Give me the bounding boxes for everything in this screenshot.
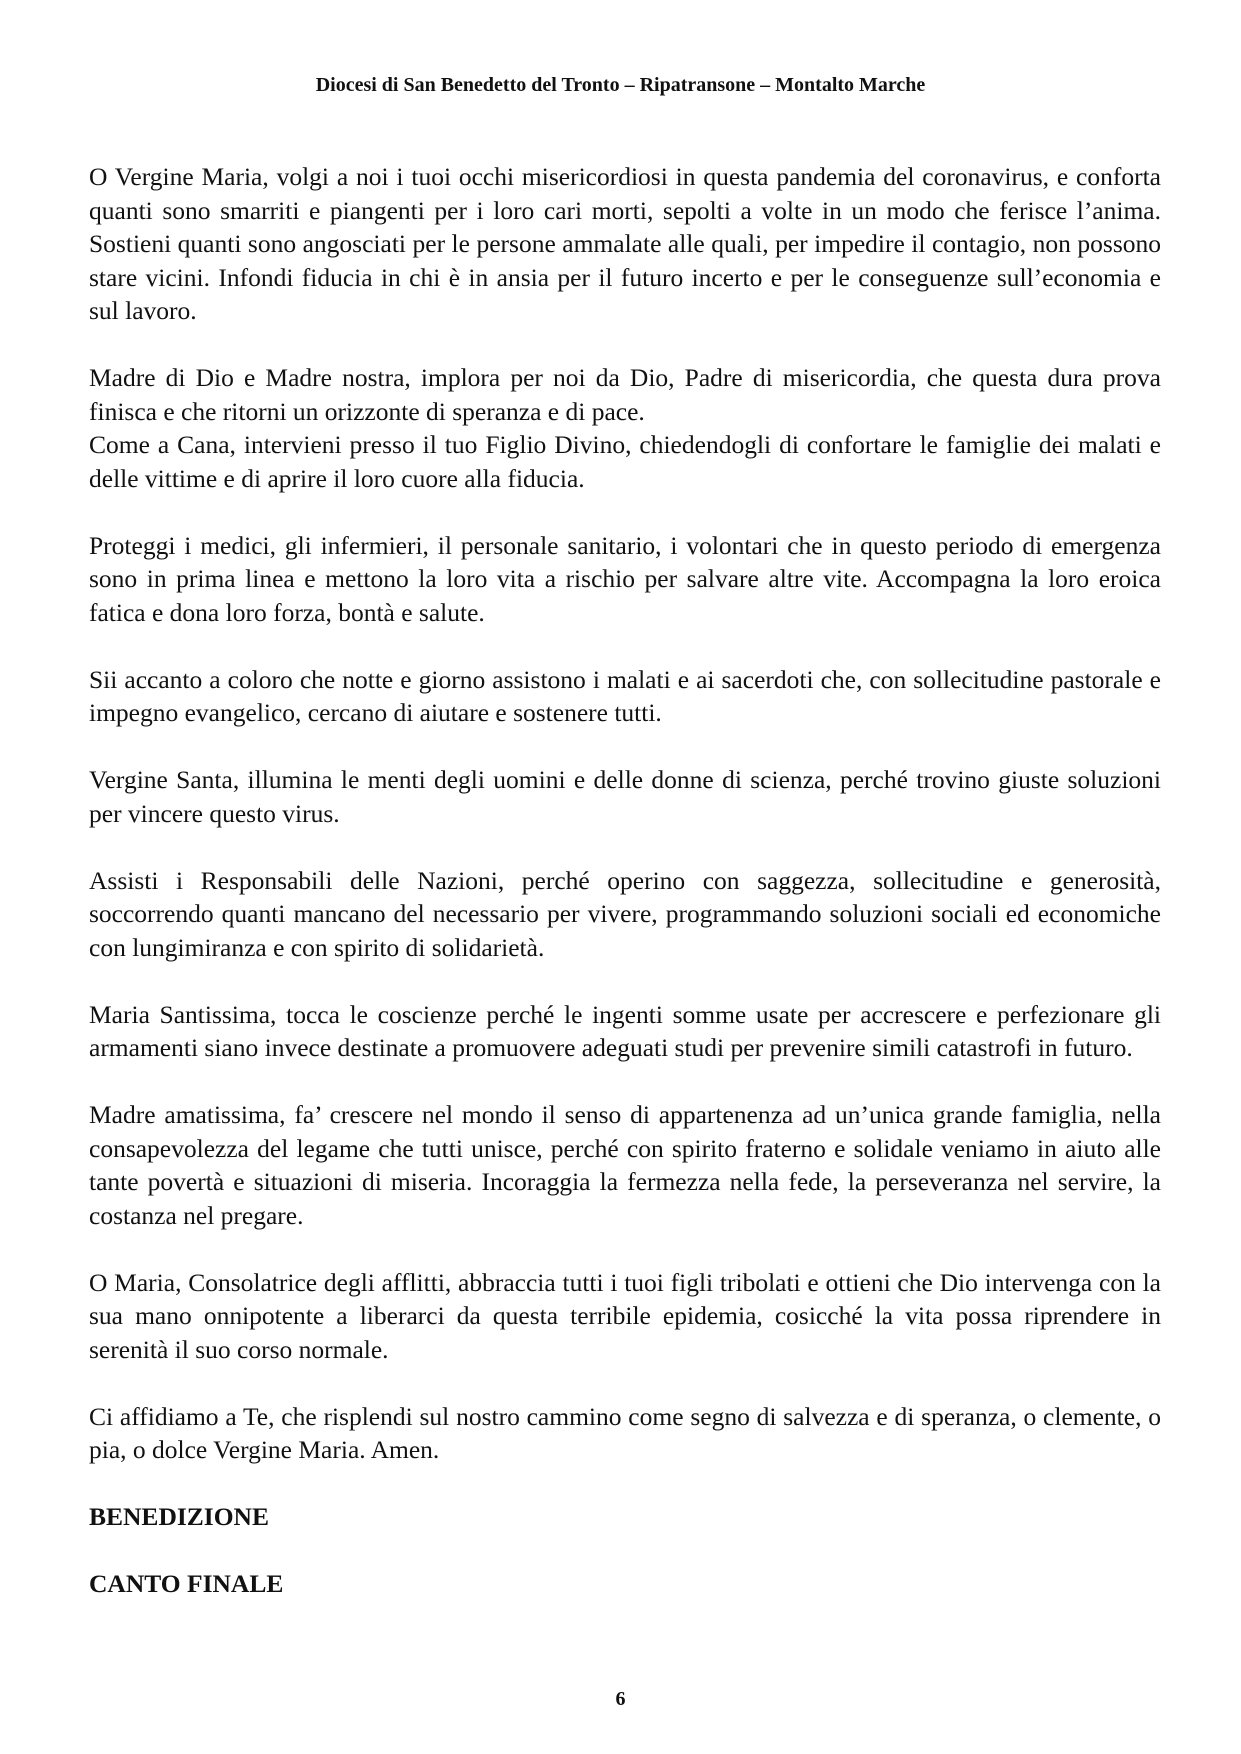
paragraph-4: Proteggi i medici, gli infermieri, il personale sanitario, i volontari che in questo periodo di emergenza sono in prima linea e mettono la loro vita a rischio per salvare altre vite. Accompagna la loro eroica fatica e dona loro forza, bontà e salute. bbox=[89, 530, 1161, 627]
paragraph-10: O Maria, Consolatrice degli afflitti, abbraccia tutti i tuoi figli tribolati e ottieni che Dio intervenga con la sua mano onnipotente a liberarci da questa terribile epidemia, cosicché la vita possa riprendere in serenità il suo corso normale. bbox=[89, 1267, 1161, 1364]
paragraph-5: Sii accanto a coloro che notte e giorno assistono i malati e ai sacerdoti che, con sollecitudine pastorale e impegno evangelico, cercano di aiutare e sostenere tutti. bbox=[89, 664, 1161, 727]
paragraph-6: Vergine Santa, illumina le menti degli uomini e delle donne di scienza, perché trovino giuste soluzioni per vincere questo virus. bbox=[89, 765, 1161, 828]
paragraph-1: O Vergine Maria, volgi a noi i tuoi occhi misericordiosi in questa pandemia del coronavirus, e conforta quanti sono smarriti e piangenti per i loro cari morti, sepolti a volte in un modo che ferisce l’anima. Sostieni quanti sono angosciati per le persone ammalate alle quali, per impedire il contagio, non possono stare vicini. Infondi fiducia in chi è in ansia per il futuro incerto e per le conseguenze sull’economia e sul lavoro. bbox=[89, 162, 1161, 325]
paragraph-11: Ci affidiamo a Te, che risplendi sul nostro cammino come segno di salvezza e di speranza, o clemente, o pia, o dolce Vergine Maria. Amen. bbox=[89, 1401, 1161, 1464]
paragraph-3: Come a Cana, intervieni presso il tuo Figlio Divino, chiedendogli di confortare le famiglie dei malati e delle vittime e di aprire il loro cuore alla fiducia. bbox=[89, 430, 1161, 493]
prayer-body bbox=[89, 160, 1161, 1634]
paragraph-7: Assisti i Responsabili delle Nazioni, perché operino con saggezza, sollecitudine e generosità, soccorrendo quanti mancano del necessario per vivere, programmando soluzioni sociali ed economiche con lungimiranza e con spirito di solidarietà. bbox=[89, 865, 1161, 962]
heading-benedizione: BENEDIZIONE bbox=[89, 1502, 269, 1531]
paragraph-2: Madre di Dio e Madre nostra, implora per noi da Dio, Padre di misericordia, che questa dura prova finisca e che ritorni un orizzonte di speranza e di pace. bbox=[89, 363, 1161, 426]
page-number: 6 bbox=[615, 1688, 626, 1710]
paragraph-8: Maria Santissima, tocca le coscienze perché le ingenti somme usate per accrescere e perfezionare gli armamenti siano invece destinate a promuovere adeguati studi per prevenire simili catastrofi in futuro. bbox=[89, 999, 1161, 1062]
heading-canto-finale: CANTO FINALE bbox=[89, 1569, 284, 1598]
page-header: Diocesi di San Benedetto del Tronto – Ripatransone – Montalto Marche bbox=[315, 74, 926, 96]
paragraph-9: Madre amatissima, fa’ crescere nel mondo il senso di appartenenza ad un’unica grande famiglia, nella consapevolezza del legame che tutti unisce, perché con spirito fraterno e solidale veniamo in aiuto alle tante povertà e situazioni di miseria. Incoraggia la fermezza nella fede, la perseveranza nel servire, la costanza nel pregare. bbox=[89, 1100, 1161, 1230]
